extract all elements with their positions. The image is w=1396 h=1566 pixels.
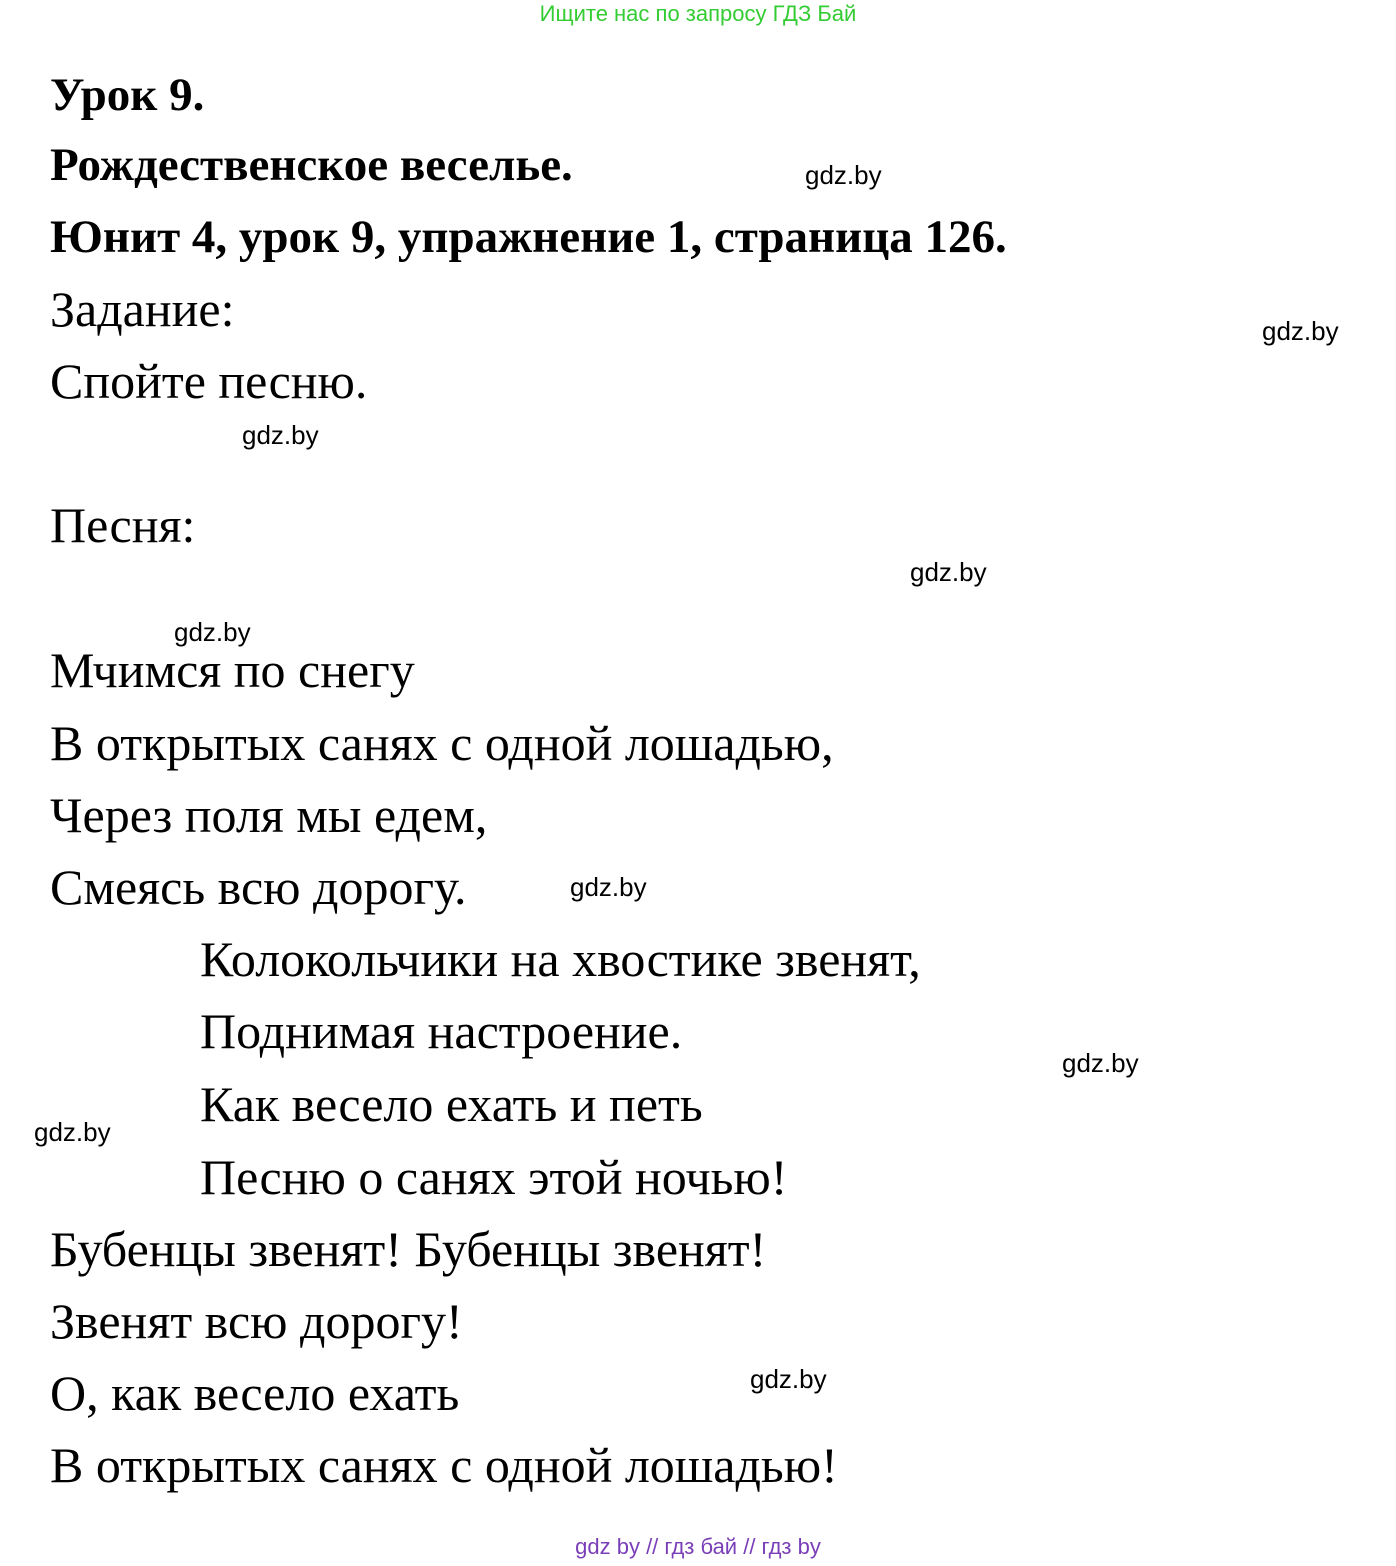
watermark: gdz.by <box>910 557 987 587</box>
song-verse-line: Через поля мы едем, <box>50 787 488 843</box>
song-bridge-line: Песню о санях этой ночью! <box>200 1149 788 1205</box>
song-chorus-line: Бубенцы звенят! Бубенцы звенят! <box>50 1221 767 1277</box>
top-banner[interactable]: Ищите нас по запросу ГДЗ Бай <box>539 1 857 26</box>
task-text: Спойте песню. <box>50 353 368 409</box>
song-chorus-line: О, как весело ехать <box>50 1365 460 1421</box>
song-bridge-line: Колокольчики на хвостике звенят, <box>200 931 921 987</box>
song-label: Песня: <box>50 497 196 553</box>
song-verse-line: Мчимся по снегу <box>50 642 415 698</box>
watermark: gdz.by <box>570 872 647 902</box>
watermark: gdz.by <box>34 1117 111 1147</box>
task-label: Задание: <box>50 281 235 337</box>
song-bridge-line: Поднимая настроение. <box>200 1003 683 1059</box>
lesson-subtitle: Рождественское веселье. <box>50 139 573 191</box>
watermark: gdz.by <box>1062 1048 1139 1078</box>
watermark: gdz.by <box>1262 316 1339 346</box>
song-verse-line: В открытых санях с одной лошадью, <box>50 715 834 771</box>
song-verse-line: Смеясь всю дорогу. <box>50 859 467 915</box>
lesson-title: Урок 9. <box>50 69 205 121</box>
exercise-reference: Юнит 4, урок 9, упражнение 1, страница 126. <box>50 211 1007 263</box>
watermark: gdz.by <box>242 420 319 450</box>
song-bridge-line: Как весело ехать и петь <box>200 1076 703 1132</box>
footer-links[interactable]: gdz by // гдз бай // гдз by <box>575 1534 821 1559</box>
song-chorus-line: В открытых санях с одной лошадью! <box>50 1437 838 1493</box>
watermark: gdz.by <box>174 617 251 647</box>
song-chorus-line: Звенят всю дорогу! <box>50 1293 463 1349</box>
watermark: gdz.by <box>750 1364 827 1394</box>
watermark: gdz.by <box>805 160 882 190</box>
